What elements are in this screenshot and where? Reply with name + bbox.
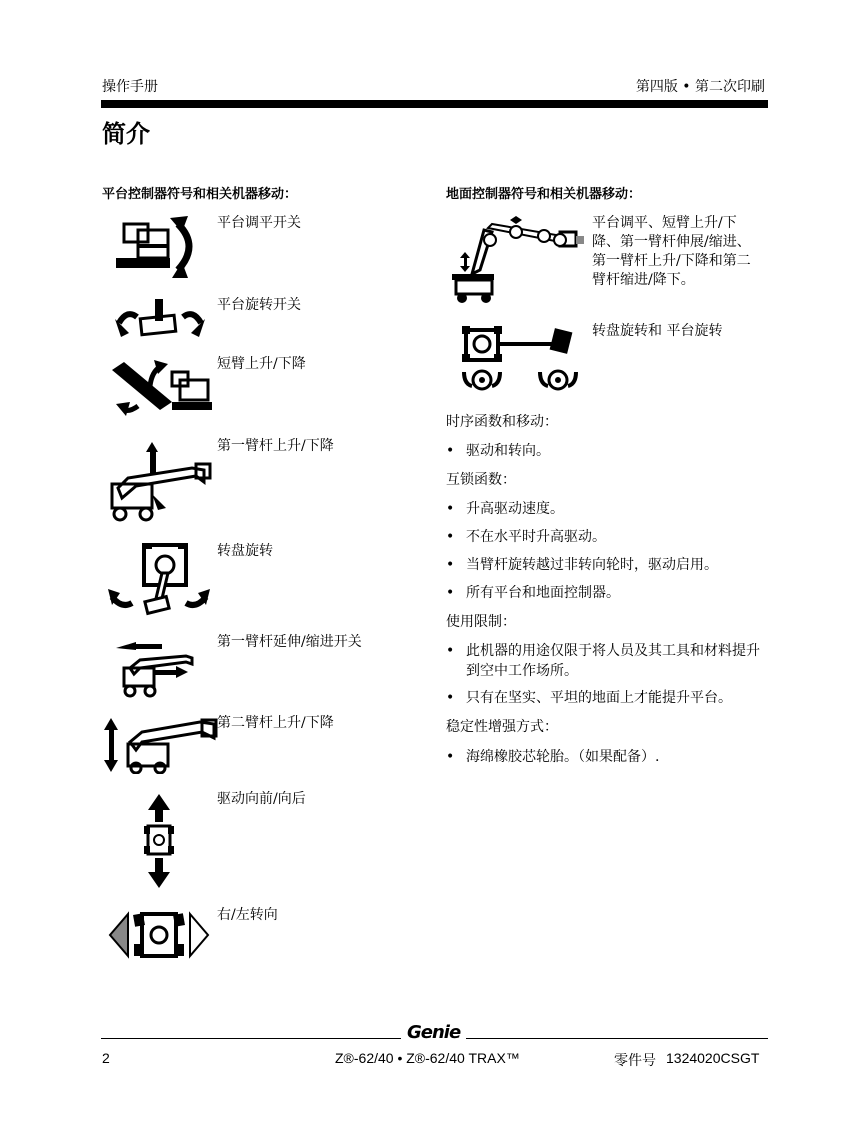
ground-item1-line3: 第一臂杆上升/下降和第二 (592, 253, 751, 269)
label-platform-level: 平台调平开关 (217, 215, 301, 231)
interlock-heading: 互锁函数： (446, 472, 516, 488)
page-number: 2 (102, 1050, 110, 1066)
label-primary-boom: 第一臂杆上升/下降 (217, 438, 334, 454)
label-boom-extend: 第一臂杆延伸/缩进开关 (217, 634, 362, 650)
steer-icon (106, 908, 212, 962)
page-title: 简介 (102, 120, 150, 148)
right-section-heading: 地面控制器符号和相关机器移动： (446, 187, 642, 202)
label-jib: 短臂上升/下降 (217, 356, 306, 372)
left-section-heading: 平台控制器符号和相关机器移动： (102, 187, 298, 202)
limit-heading: 使用限制： (446, 614, 516, 630)
platform-level-icon (112, 214, 207, 282)
ground-turntable-rotate-icon (458, 322, 584, 392)
label-turntable: 转盘旋转 (217, 543, 273, 559)
ground-item1-line2: 降、第一臂杆伸展/缩进、 (592, 234, 751, 250)
platform-rotate-icon (115, 297, 205, 341)
genie-logo: Genie (407, 1022, 461, 1043)
label-steer: 右/左转向 (217, 907, 278, 923)
label-platform-rotate: 平台旋转开关 (217, 297, 301, 313)
label-drive: 驱动向前/向后 (217, 791, 306, 807)
footer-model: Z®-62/40 • Z®-62/40 TRAX™ (335, 1050, 520, 1066)
drive-icon (142, 792, 176, 890)
boom-extend-icon (116, 634, 206, 700)
header-rule (101, 100, 768, 108)
seq-heading: 时序函数和移动： (446, 414, 558, 430)
footer-rule-left (101, 1038, 401, 1039)
label-secondary-boom: 第二臂杆上升/下降 (217, 715, 334, 731)
ground-item2-label: 转盘旋转和 平台旋转 (592, 323, 723, 339)
footer-rule-right (466, 1038, 768, 1039)
ground-boom-functions-icon (452, 214, 586, 306)
ground-item1-line1: 平台调平、短臂上升/下 (592, 215, 737, 231)
header-right: 第四版 • 第二次印刷 (635, 79, 765, 95)
jib-boom-icon (110, 356, 214, 418)
secondary-boom-icon (102, 716, 218, 774)
footer-part-label: 零件号 (614, 1053, 656, 1069)
header-left: 操作手册 (102, 79, 158, 95)
turntable-rotate-icon (106, 543, 212, 619)
primary-boom-icon (108, 438, 214, 524)
stability-heading: 稳定性增强方式： (446, 719, 558, 735)
footer-part-number: 1324020CSGT (666, 1050, 760, 1066)
ground-item1-line4: 臂杆缩进/降下。 (592, 272, 695, 288)
